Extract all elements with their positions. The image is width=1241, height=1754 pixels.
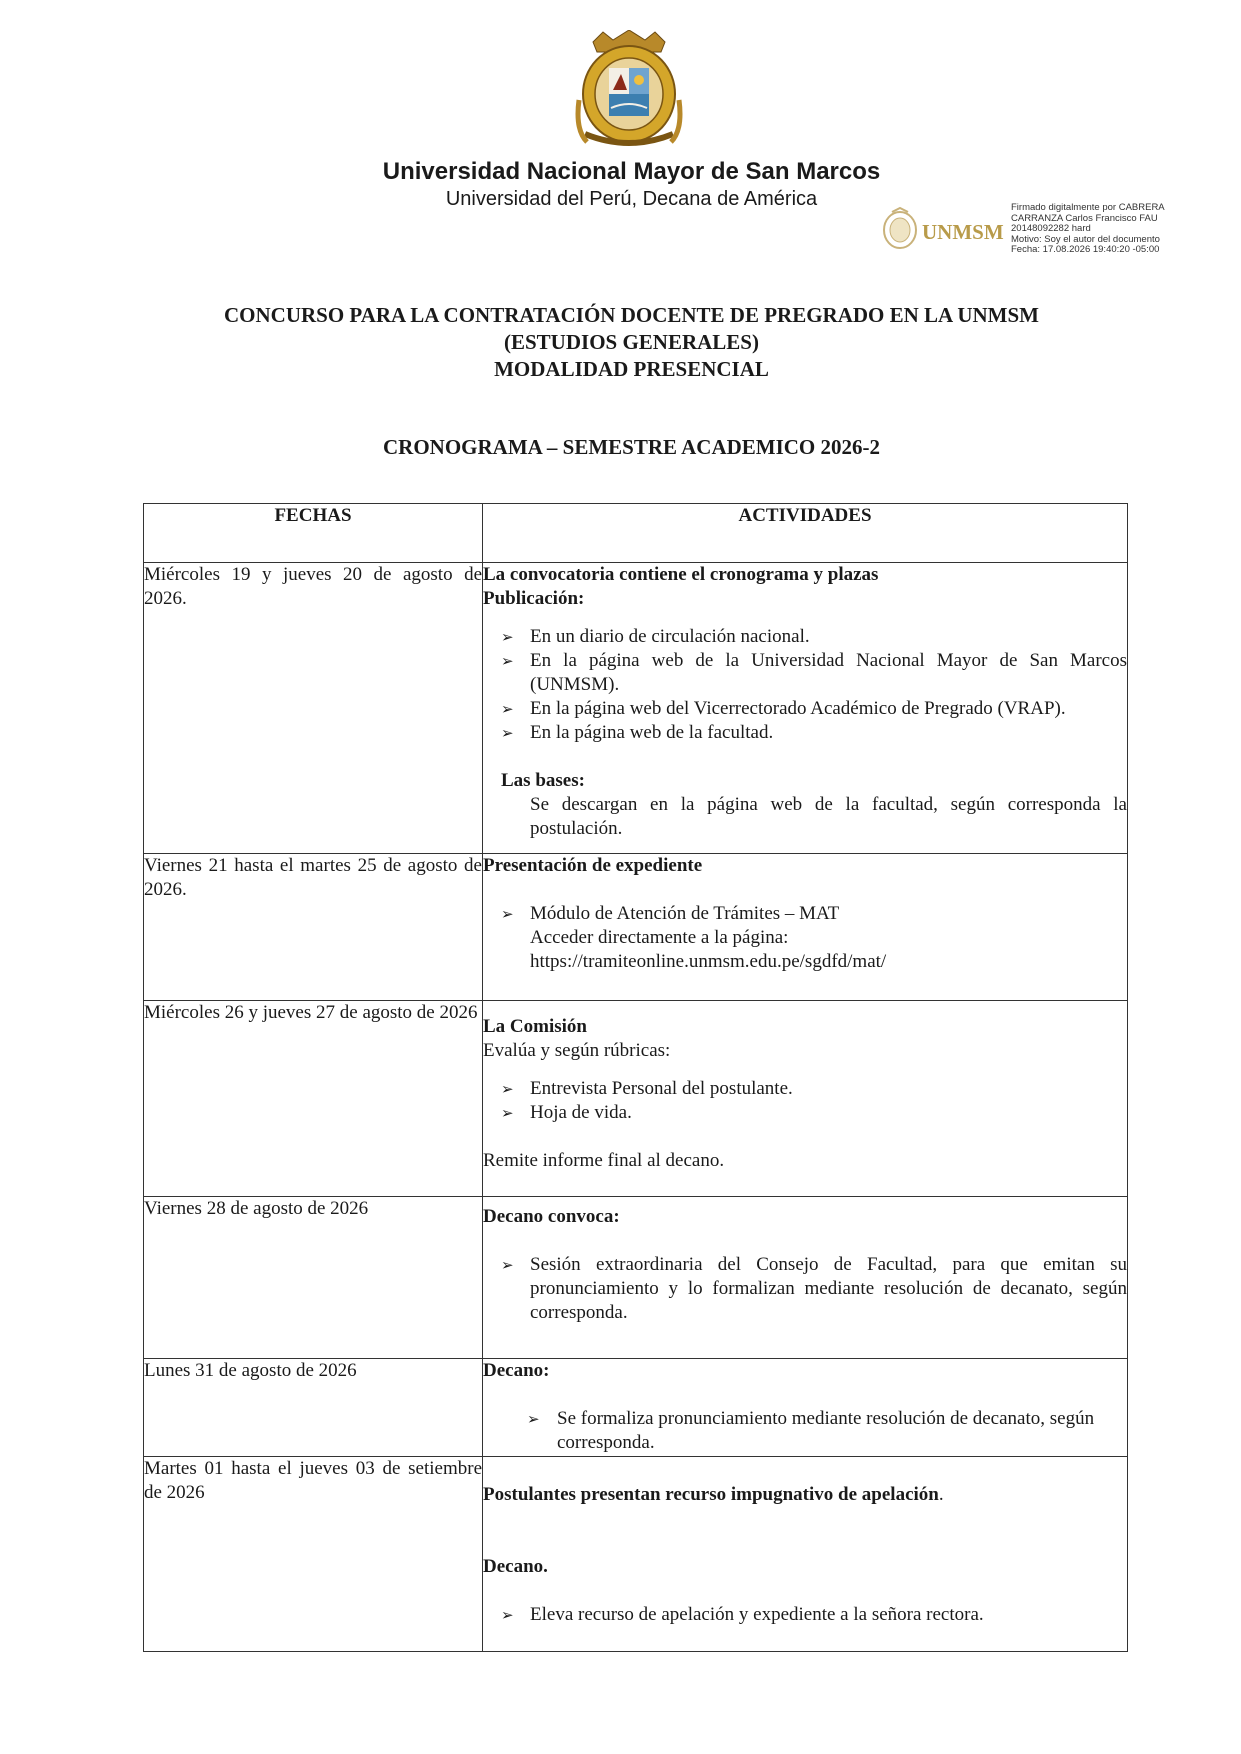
activity-cell	[483, 563, 1128, 854]
table-row	[144, 1359, 1128, 1457]
cronograma-title: CRONOGRAMA – SEMESTRE ACADEMICO 2026-2	[382, 435, 881, 459]
document-title-line2: (ESTUDIOS GENERALES)	[504, 330, 759, 354]
activity-heading: Decano:	[483, 1360, 550, 1381]
list-item-text: Entrevista Personal del postulante.	[530, 1078, 793, 1099]
arrow-bullet-icon: ➢	[501, 724, 514, 742]
activity-cell	[483, 1001, 1128, 1197]
arrow-bullet-icon: ➢	[501, 628, 514, 646]
activity-cell	[483, 1359, 1128, 1457]
activity-cell	[483, 854, 1128, 1001]
list-item	[501, 1603, 1127, 1627]
signature-line: Motivo: Soy el autor del documento	[1011, 233, 1160, 245]
activity-closing: Remite informe final al decano.	[483, 1150, 725, 1171]
list-item-text: Se formaliza pronunciamiento mediante resolución de decanato, según corresponda.	[557, 1408, 1095, 1453]
arrow-bullet-icon: ➢	[501, 905, 514, 923]
arrow-bullet-icon: ➢	[501, 652, 514, 670]
activity-heading: Postulantes presentan recurso impugnativo de apelación	[483, 1484, 939, 1505]
activity-list	[483, 902, 1127, 974]
date-cell: Miércoles 19 y jueves 20 de agosto de 2026.	[144, 563, 483, 854]
arrow-bullet-icon: ➢	[501, 1256, 514, 1274]
list-item	[501, 1101, 1127, 1125]
activity-subheading: Publicación:	[483, 588, 585, 609]
list-item	[501, 902, 1127, 974]
list-item-text: Hoja de vida.	[530, 1102, 632, 1123]
unmsm-emblem-icon	[880, 206, 920, 252]
header-actividades: ACTIVIDADES	[483, 504, 1128, 563]
heading-period: .	[938, 1484, 944, 1505]
activity-heading: La convocatoria contiene el cronograma y plazas	[483, 564, 879, 585]
list-item	[501, 721, 1127, 745]
list-item	[501, 625, 1127, 649]
list-item-text: En la página web del Vicerrectorado Académico de Pregrado (VRAP).	[530, 698, 1066, 719]
list-item-text: Módulo de Atención de Trámites – MAT	[530, 903, 840, 924]
signature-line: Firmado digitalmente por CABRERA	[1011, 202, 1165, 213]
date-cell: Viernes 28 de agosto de 2026	[144, 1197, 483, 1359]
bases-heading: Las bases:	[501, 770, 585, 791]
activity-cell	[483, 1457, 1128, 1652]
signature-details	[1011, 203, 1236, 256]
date-cell: Lunes 31 de agosto de 2026	[144, 1359, 483, 1457]
activity-list	[483, 1253, 1127, 1325]
list-item	[501, 697, 1127, 721]
activity-list	[483, 1407, 1127, 1455]
arrow-bullet-icon: ➢	[527, 1410, 540, 1428]
arrow-bullet-icon: ➢	[501, 1104, 514, 1122]
table-row	[144, 854, 1128, 1001]
portal-url: https://tramiteonline.unmsm.edu.pe/sgdfd/mat/	[530, 951, 887, 972]
activity-list	[483, 625, 1127, 745]
arrow-bullet-icon: ➢	[501, 1606, 514, 1624]
signature-brand: UNMSM	[922, 220, 1004, 244]
activity-list	[483, 1603, 1127, 1627]
header-fechas: FECHAS	[144, 504, 483, 563]
list-item	[501, 1077, 1127, 1101]
activity-heading: La Comisión	[483, 1016, 587, 1037]
signature-line: Fecha: 17.08.2026 19:40:20 -05:00	[1011, 244, 1160, 255]
list-item	[501, 649, 1127, 697]
list-item-text: Sesión extraordinaria del Consejo de Facultad, para que emitan su pronunciamiento y lo formalizan mediante resolución de decanato, según corresponda.	[530, 1254, 1127, 1323]
schedule-table	[143, 503, 1128, 1652]
activity-heading: Presentación de expediente	[483, 855, 703, 876]
list-item	[501, 1253, 1127, 1325]
activity-heading: Decano convoca:	[483, 1206, 620, 1227]
table-row	[144, 563, 1128, 854]
date-cell: Martes 01 hasta el jueves 03 de setiembre de 2026	[144, 1457, 483, 1652]
arrow-bullet-icon: ➢	[501, 1080, 514, 1098]
university-seal-icon	[573, 30, 685, 152]
list-item-text: En la página web de la Universidad Nacional Mayor de San Marcos (UNMSM).	[530, 650, 1127, 695]
document-title-line3: MODALIDAD PRESENCIAL	[494, 357, 769, 381]
activity-intro: Evalúa y según rúbricas:	[483, 1040, 671, 1061]
document-title-line1: CONCURSO PARA LA CONTRATACIÓN DOCENTE DE PREGRADO EN LA UNMSM	[224, 303, 1039, 327]
activity-subheading: Decano.	[483, 1556, 548, 1577]
bases-text: Se descargan en la página web de la facultad, según corresponda la postulación.	[530, 794, 1127, 839]
list-item-text: En un diario de circulación nacional.	[530, 626, 810, 647]
list-item-text: Eleva recurso de apelación y expediente a la señora rectora.	[530, 1604, 984, 1625]
table-row	[144, 1457, 1128, 1652]
date-cell: Miércoles 26 y jueves 27 de agosto de 2026	[144, 1001, 483, 1197]
activity-list	[483, 1077, 1127, 1125]
date-cell: Viernes 21 hasta el martes 25 de agosto de 2026.	[144, 854, 483, 1001]
university-name: Universidad Nacional Mayor de San Marcos	[382, 158, 881, 185]
list-item-text: Acceder directamente a la página:	[530, 927, 789, 948]
list-item	[527, 1407, 1127, 1455]
university-subtitle: Universidad del Perú, Decana de América	[445, 188, 818, 210]
digital-signature-logo	[880, 200, 1010, 260]
signature-line: CARRANZA Carlos Francisco FAU	[1011, 212, 1158, 224]
table-row	[144, 1001, 1128, 1197]
table-row	[144, 1197, 1128, 1359]
arrow-bullet-icon: ➢	[501, 700, 514, 718]
activity-cell	[483, 1197, 1128, 1359]
table-header-row	[144, 504, 1128, 563]
activity-heading-line	[483, 1483, 1127, 1507]
signature-line: 20148092282 hard	[1011, 223, 1091, 234]
list-item-text: En la página web de la facultad.	[530, 722, 774, 743]
